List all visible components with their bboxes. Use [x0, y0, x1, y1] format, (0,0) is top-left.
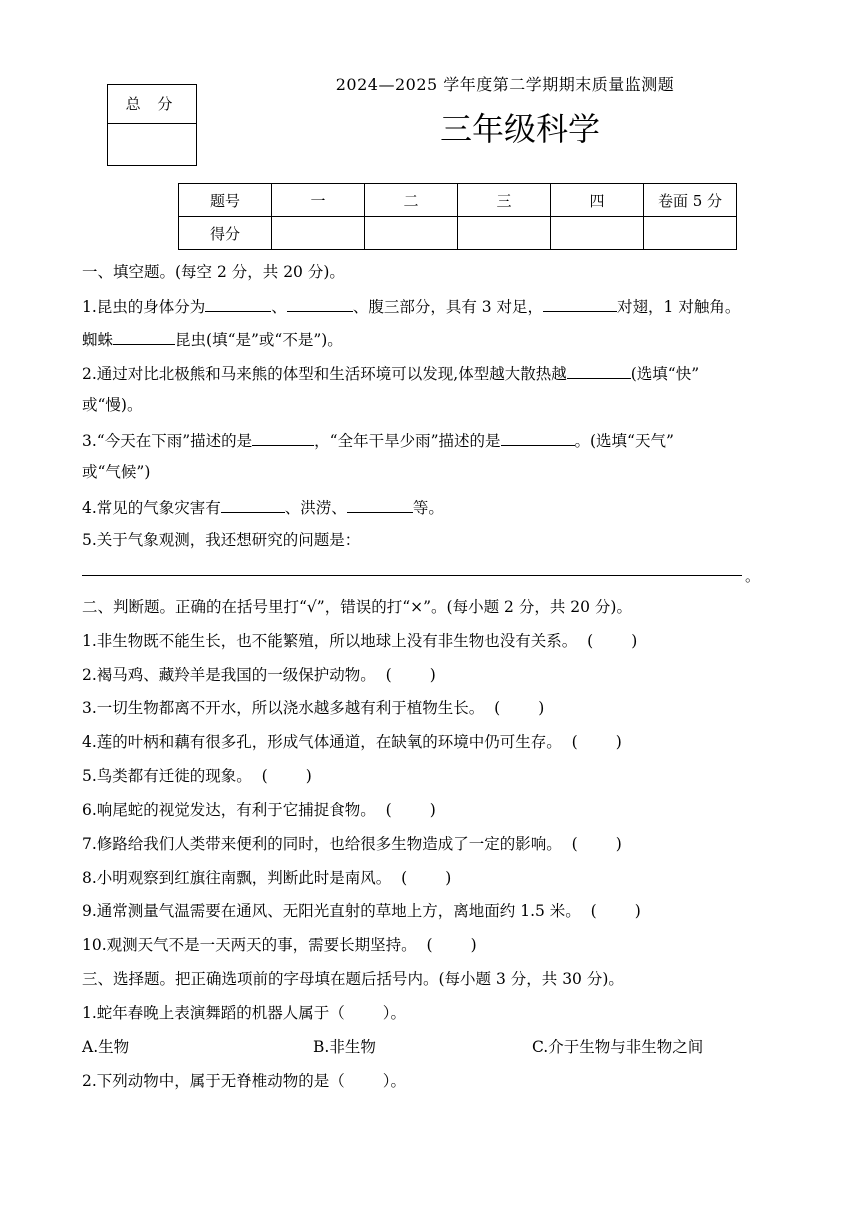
exam-name: 2024—2025 学年度第二学期期末质量监测题 [335, 75, 675, 94]
score-table-cell: 三 [458, 184, 551, 217]
score-table [178, 183, 737, 250]
question-2 [82, 362, 699, 384]
question-text: 对翅，1 对触角。 [617, 298, 741, 316]
question-text: 1.昆虫的身体分为 [82, 298, 206, 316]
question-3 [82, 429, 674, 451]
section2-heading: 二、判断题。正确的在括号里打“√”，错误的打“×”。(每小题 2 分，共 20 分)。 [82, 598, 632, 616]
question-text: 2.通过对比北极熊和马来熊的体型和生活环境可以发现,体型越大散热越 [82, 365, 567, 383]
paren-open: ( [494, 699, 501, 717]
paren-open: ( [401, 869, 408, 887]
judge-item [82, 901, 641, 921]
section1-heading: 一、填空题。(每空 2 分，共 20 分)。 [82, 263, 345, 281]
paren-close: ) [631, 632, 638, 650]
question-text: 昆虫(填“是”或“不是”)。 [175, 331, 343, 349]
judge-text: 8.小明观察到红旗往南飘，判断此时是南风。 [82, 869, 392, 887]
question-4 [82, 496, 444, 518]
judge-text: 2.褐马鸡、藏羚羊是我国的一级保护动物。 [82, 666, 376, 684]
answer-blank[interactable] [221, 496, 285, 513]
paren-open: ( [571, 835, 578, 853]
section3-heading: 三、选择题。把正确选项前的字母填在题后括号内。(每小题 3 分，共 30 分)。 [82, 970, 624, 988]
answer-blank[interactable] [252, 429, 314, 446]
question-text: ，“全年干旱少雨”描述的是 [314, 432, 501, 450]
judge-item [82, 834, 622, 854]
question-text: 、洪涝、 [284, 499, 347, 517]
question-text: 、 [271, 298, 287, 316]
judge-text: 5.鸟类都有迁徙的现象。 [82, 767, 252, 785]
question-1-cont [82, 328, 343, 350]
question-text: ）。 [382, 1004, 407, 1022]
paren-open: ( [426, 936, 433, 954]
judge-item [82, 766, 312, 786]
choice-option-b[interactable]: B.非生物 [313, 1038, 376, 1056]
answer-blank[interactable] [543, 295, 617, 312]
judge-item [82, 800, 436, 820]
answer-blank[interactable] [287, 295, 353, 312]
judge-text: 10.观测天气不是一天两天的事，需要长期坚持。 [82, 936, 417, 954]
answer-blank[interactable] [567, 362, 631, 379]
page-title: 三年级科学 [439, 110, 600, 148]
judge-item [82, 732, 622, 752]
score-table-header-row [179, 184, 737, 217]
paren-close: ) [445, 869, 452, 887]
score-input-cell[interactable] [272, 217, 365, 250]
score-table-cell: 四 [551, 184, 644, 217]
score-table-cell: 二 [365, 184, 458, 217]
total-score-label: 总 分 [108, 85, 196, 124]
question-text: 。(选填“天气” [574, 432, 674, 450]
question-text: 3.“今天在下雨”描述的是 [82, 432, 253, 450]
choice-option-c[interactable]: C.介于生物与非生物之间 [532, 1038, 704, 1056]
score-table-cell: 一 [272, 184, 365, 217]
paren-close: ) [470, 936, 477, 954]
paren-open: ( [261, 767, 268, 785]
score-table-cell: 得分 [179, 217, 272, 250]
paren-close: ) [429, 801, 436, 819]
question-text: 等。 [412, 499, 444, 517]
choice-question [82, 1003, 406, 1023]
score-input-cell[interactable] [551, 217, 644, 250]
answer-blank[interactable] [205, 295, 271, 312]
paren-close: ) [429, 666, 436, 684]
answer-line-end: 。 [745, 567, 761, 585]
judge-text: 4.莲的叶柄和藕有很多孔，形成气体通道，在缺氧的环境中仍可生存。 [82, 733, 562, 751]
paren-close: ) [305, 767, 312, 785]
question-text: 4.常见的气象灾害有 [82, 499, 221, 517]
question-1 [82, 295, 740, 317]
score-input-cell[interactable] [365, 217, 458, 250]
question-text: 1.蛇年春晚上表演舞蹈的机器人属于（ [82, 1004, 345, 1022]
judge-item [82, 868, 451, 888]
judge-item [82, 698, 544, 718]
paren-close: ) [615, 835, 622, 853]
judge-text: 9.通常测量气温需要在通风、无阳光直射的草地上方，离地面约 1.5 米。 [82, 902, 581, 920]
judge-text: 7.修路给我们人类带来便利的同时，也给很多生物造成了一定的影响。 [82, 835, 562, 853]
paren-open: ( [587, 632, 594, 650]
choice-question [82, 1071, 406, 1091]
question-text: ）。 [382, 1072, 407, 1090]
paren-open: ( [590, 902, 597, 920]
question-text: 、腹三部分，具有 3 对足， [352, 298, 544, 316]
judge-item [82, 631, 637, 651]
judge-item [82, 665, 436, 685]
answer-line[interactable] [82, 575, 742, 576]
judge-item [82, 935, 477, 955]
choice-option-a[interactable]: A.生物 [82, 1038, 130, 1056]
answer-blank[interactable] [347, 496, 413, 513]
paren-close: ) [634, 902, 641, 920]
paren-open: ( [385, 801, 392, 819]
paren-open: ( [385, 666, 392, 684]
judge-text: 1.非生物既不能生长，也不能繁殖，所以地球上没有非生物也没有关系。 [82, 632, 578, 650]
score-input-cell[interactable] [644, 217, 737, 250]
score-table-score-row [179, 217, 737, 250]
question-text: 蜘蛛 [82, 331, 114, 349]
question-text: 2.下列动物中，属于无脊椎动物的是（ [82, 1072, 345, 1090]
question-5: 5.关于气象观测，我还想研究的问题是： [82, 531, 361, 549]
question-3-cont: 或“气候”) [82, 463, 151, 481]
total-score-box [107, 84, 197, 166]
paren-close: ) [538, 699, 545, 717]
score-table-cell: 题号 [179, 184, 272, 217]
judge-text: 3.一切生物都离不开水，所以浇水越多越有利于植物生长。 [82, 699, 485, 717]
paren-open: ( [571, 733, 578, 751]
answer-blank[interactable] [501, 429, 575, 446]
judge-text: 6.响尾蛇的视觉发达，有利于它捕捉食物。 [82, 801, 376, 819]
question-text: (选填“快” [630, 365, 700, 383]
score-input-cell[interactable] [458, 217, 551, 250]
score-table-cell: 卷面 5 分 [644, 184, 737, 217]
answer-blank[interactable] [113, 328, 175, 345]
paren-close: ) [615, 733, 622, 751]
question-2-cont: 或“慢)。 [82, 396, 143, 414]
